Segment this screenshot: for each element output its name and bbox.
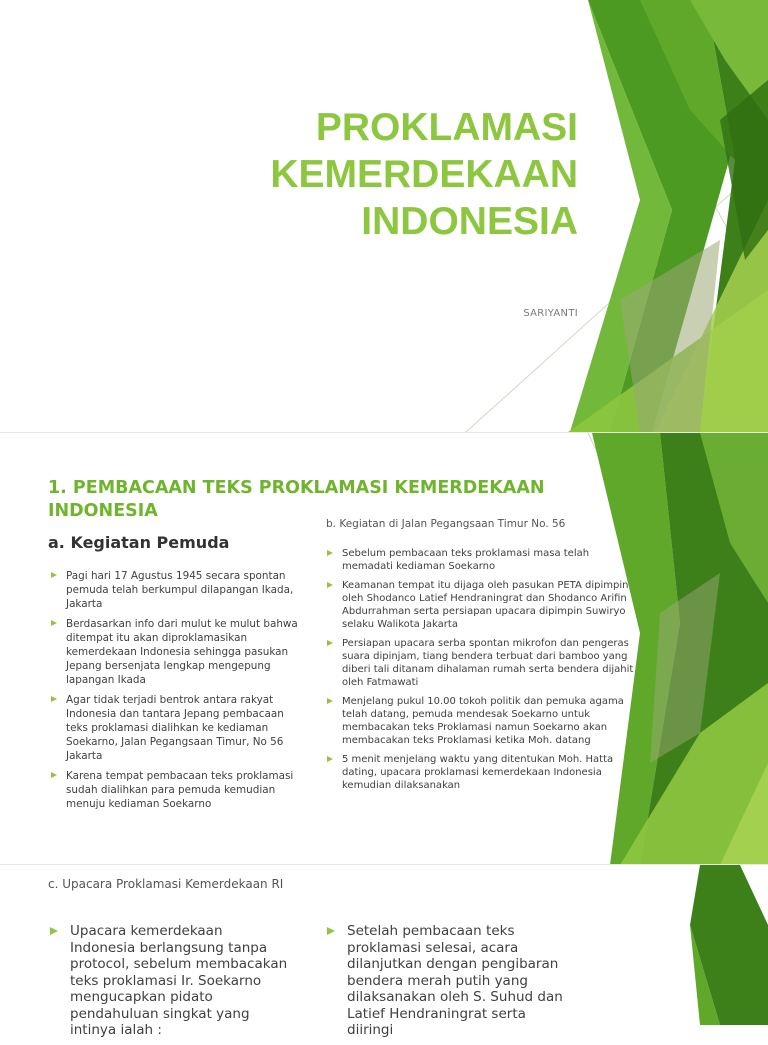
title-slide <box>0 0 768 432</box>
list-item: Agar tidak terjadi bentrok antara rakyat Indonesia dan tantara Jepang pembacaan teks proklamasi dialihkan ke kediaman Soekarno, Jalan Pegangsaan Timur, No 56 Jakarta <box>50 693 306 763</box>
list-item: Keamanan tempat itu dijaga oleh pasukan PETA dipimpin oleh Shodanco Latief Hendraningrat dan Shodanco Arifin Abdurrahman serta persiapan upacara dipimpin Suwiryo selaku Walikota Jakarta <box>326 579 636 631</box>
list-item: Sebelum pembacaan teks proklamasi masa telah memadati kediaman Soekarno <box>326 547 636 573</box>
list-item: Persiapan upacara serba spontan mikrofon dan pengeras suara dipinjam, tiang bendera terbuat dari bamboo yang diberi tali ditanam dihalaman rumah serta bendera dijahit oleh Fatmawati <box>326 637 636 689</box>
title-line-1: PROKLAMASI <box>315 106 578 149</box>
title-line-2: KEMERDEKAAN <box>270 153 578 196</box>
title-line-3: INDONESIA <box>361 200 578 243</box>
section-a-title: a. Kegiatan Pemuda <box>48 533 230 552</box>
section-c-right-bullets <box>325 923 565 1045</box>
content-slide-2 <box>0 864 768 1038</box>
list-item: Upacara kemerdekaan Indonesia berlangsung tanpa protocol, sebelum membacakan teks proklamasi Ir. Soekarno mengucapkan pidato pendahuluan singkat yang intinya ialah : <box>48 923 288 1039</box>
list-item: Pagi hari 17 Agustus 1945 secara spontan pemuda telah berkumpul dilapangan Ikada, Jakarta <box>50 569 306 611</box>
presentation-title <box>270 104 578 245</box>
section-a-bullets <box>50 569 306 817</box>
list-item: 5 menit menjelang waktu yang ditentukan Moh. Hatta dating, upacara proklamasi kemerdekaan Indonesia kemudian dilaksanakan <box>326 753 636 792</box>
section-b-bullets <box>326 547 636 798</box>
section-c-title: c. Upacara Proklamasi Kemerdekaan RI <box>48 877 284 891</box>
list-item: Setelah pembacaan teks proklamasi selesai, acara dilanjutkan dengan pengibaran bendera merah putih yang dilaksanakan oleh S. Suhud dan Latief Hendraningrat serta diiringi <box>325 923 565 1039</box>
author-name: SARIYANTI <box>523 308 578 319</box>
section-c-left-bullets <box>48 923 288 1045</box>
list-item: Menjelang pukul 10.00 tokoh politik dan pemuka agama telah datang, pemuda mendesak Soekarno untuk membacakan teks Proklamasi namun Soekarno akan membacakan teks Proklamasi ketika Moh. datang <box>326 695 636 747</box>
content-slide-1 <box>0 432 768 865</box>
section-heading: 1. PEMBACAAN TEKS PROKLAMASI KEMERDEKAAN INDONESIA <box>48 478 545 521</box>
section-b-title: b. Kegiatan di Jalan Pegangsaan Timur No. 56 <box>326 518 566 530</box>
list-item: Karena tempat pembacaan teks proklamasi sudah dialihkan para pemuda kemudian menuju kediaman Soekarno <box>50 769 306 811</box>
list-item: Berdasarkan info dari mulut ke mulut bahwa ditempat itu akan diproklamasikan kemerdekaan Indonesia sehingga pasukan Jepang bersenjata lengkap mengepung lapangan Ikada <box>50 617 306 687</box>
